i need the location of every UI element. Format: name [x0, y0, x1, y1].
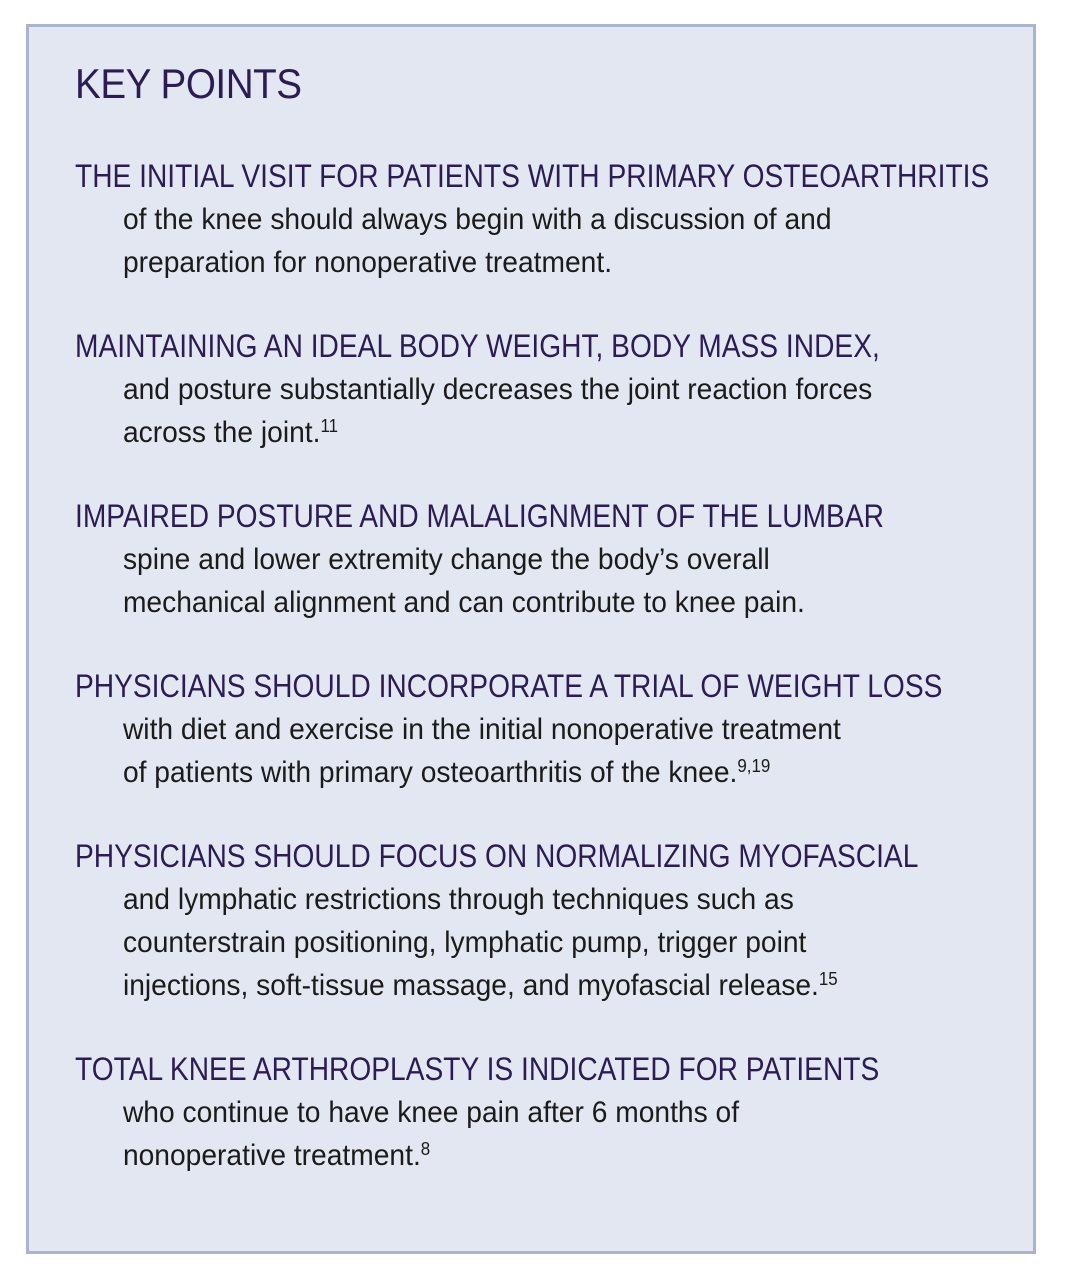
box-title: KEY POINTS	[75, 60, 302, 107]
key-point-body	[75, 198, 959, 284]
reference-superscript: 8	[420, 1139, 431, 1159]
key-point-body	[75, 708, 959, 794]
key-points-box	[26, 24, 1036, 1254]
key-point-body	[75, 538, 959, 624]
key-point-text: who continue to have knee pain after 6 months of nonoperative treatment.	[122, 1096, 740, 1172]
key-point-body	[75, 878, 959, 1007]
key-point-lead: MAINTAINING AN IDEAL BODY WEIGHT, BODY MASS INDEX,	[75, 328, 880, 364]
key-point-text: of the knee should always begin with a discussion of and preparation for nonoperative treatment.	[122, 203, 832, 279]
key-point-lead: TOTAL KNEE ARTHROPLASTY IS INDICATED FOR PATIENTS	[75, 1051, 880, 1087]
key-point-lead: THE INITIAL VISIT FOR PATIENTS WITH PRIMARY OSTEOARTHRITIS	[75, 158, 990, 194]
reference-superscript: 9,19	[737, 756, 771, 776]
key-point	[75, 325, 1015, 454]
key-point-text: and lymphatic restrictions through techniques such as counterstrain positioning, lymphatic pump, trigger point injections, soft-tissue massage, and myofascial release.	[122, 883, 819, 1002]
key-point	[75, 835, 1015, 1007]
key-point	[75, 495, 1015, 624]
reference-superscript: 11	[320, 416, 339, 436]
key-point	[75, 665, 1015, 794]
key-point-text: spine and lower extremity change the body’s overall mechanical alignment and can contribute to knee pain.	[122, 543, 805, 619]
key-point	[75, 155, 1015, 284]
key-point-body	[75, 368, 959, 454]
key-point	[75, 1048, 1015, 1177]
key-point-lead: PHYSICIANS SHOULD FOCUS ON NORMALIZING MYOFASCIAL	[75, 838, 919, 874]
key-point-text: and posture substantially decreases the joint reaction forces across the joint.	[122, 373, 873, 449]
key-point-body	[75, 1091, 959, 1177]
key-point-lead: PHYSICIANS SHOULD INCORPORATE A TRIAL OF WEIGHT LOSS	[75, 668, 943, 704]
key-point-lead: IMPAIRED POSTURE AND MALALIGNMENT OF THE LUMBAR	[75, 498, 884, 534]
reference-superscript: 15	[818, 969, 838, 989]
key-point-text: with diet and exercise in the initial nonoperative treatment of patients with primary osteoarthritis of the knee.	[122, 713, 841, 789]
